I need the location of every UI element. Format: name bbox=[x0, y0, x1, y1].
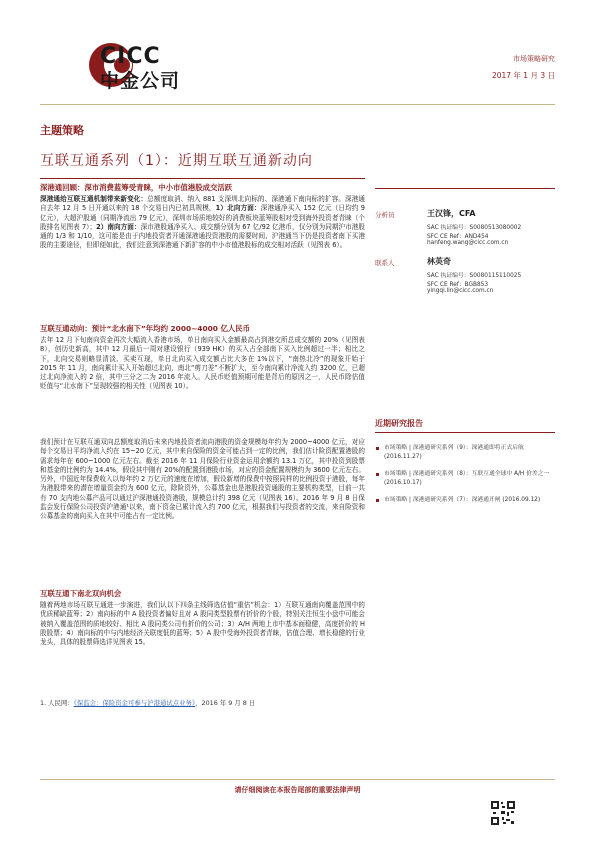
recent-reports-heading: 近期研究报告 bbox=[375, 419, 423, 428]
paragraph-flow-forecast: 我们预计在互联互通双向总额度取消后未来内地投资者流向港股的资金规模每年约为 2000~4000 亿元，对应每个交易日平均净流入约在 15~20 亿元，其中来自保险的资金可能占到一定的比例，我们估计险资配置港股的需求每年在 600~1000 亿元左右。截至 2016 年 11 月保险行业资金运用余额约 13.1 万亿，其中投资到股票和基金的比例约为 14.4%，假设其中刚有 20%的配置到港股市场，对应的资金配置规模约为 3600 亿元左右。另外，中国近年保费收入以每年约 2 万亿元的速度在增加，假设新增的保费中按照同样的比例投资于港股，每年为港股带来的潜在增量资金约为 600 亿元，除险资外，公募基金也是港股投资通股的主要机构类型，目前一共有 70 支内地公募产品可以通过沪深港通投资港股，规模总计约 398 亿元（见图表 16）。2016 年 9 月 8 日保监会发行保险公司投资沪港通¹以来，南下资金已累计流入约 700 亿元，根据我们与投资者的交流，来自险资和公募基金的南向买入在其中可能占有一定比例。 bbox=[40, 438, 365, 521]
analyst-sfc-ref: SFC CE Ref：BGB853 bbox=[427, 282, 489, 288]
recent-report-item[interactable]: 市场策略 | 深港通研究系列（9）：深港通即将正式启航 (2016.11.27) bbox=[384, 444, 554, 461]
analyst-license: SAC 执证编号：S0080115110025 bbox=[427, 273, 522, 279]
paragraph-text: 深市港股通净买入、成交额分别为 67 亿/92 亿港币，仅分别为同期沪市港股通的 1/3 和 1/10，这可能是由于内地投资者开通深港通投资港股的需要时间、沪港通当下仍是投资者南下买港股的主要途径，但即便如此，我们注意到深港通下新扩容的中小市值港股标的成交相对活跃（见图表 6）。 bbox=[40, 222, 366, 250]
analyst-license: SAC 执证编号：S0080513080002 bbox=[427, 225, 522, 231]
footer-divider bbox=[40, 779, 555, 780]
paragraph-southbound-flows: 去年 12 月下旬南向资金再次大幅流入香港市场，单日南向买入金额最高占到港交所总成交额的 20%（见图表 8），创历史新高，其中 12 月最后一周对建设银行（939 HK）的买入占全部南下买入比例超过一半；相比之下，北向交易则略显清淡、买卖互现，单日北向买入成交额占比大多在 1%以下，“南热北冷”的现象开始于 2015 年 11 月，南向累计买入开始超过北向，南北“剪刀差”不断扩大，至今南向累计净流入约 3200 亿，已超过北向净流入的 2 倍，其中三分之二为 2016 年流入。人民币贬值预期可能是背后的原因之一，人民币除估值贬值与“北水南下”呈现较强的相关性（见图表 10）。 bbox=[40, 336, 365, 391]
paragraph-lead: 深港通给互联互通机制带来新变化： bbox=[40, 195, 148, 203]
analyst-panel bbox=[375, 188, 555, 298]
recent-report-item[interactable]: 市场策略 | 深港通研究系列（7）：深港通开闸 (2016.09.12) bbox=[384, 496, 554, 505]
paragraph-shenzhen-connect bbox=[40, 195, 365, 251]
brand-name-en: CICC bbox=[100, 44, 161, 69]
brand-name-cn: 中金公司 bbox=[100, 70, 181, 92]
main-content bbox=[40, 178, 365, 833]
section-label: 主题策略 bbox=[40, 124, 84, 137]
report-category: 市场策略研究 bbox=[513, 55, 555, 63]
analyst-name: 王汉锋，CFA bbox=[427, 209, 476, 218]
analyst-sfc-ref: SFC CE Ref：AND454 bbox=[427, 234, 489, 240]
header-divider bbox=[40, 104, 555, 105]
summary-heading: 深港通回顾：深市消费蓝筹受青睐，中小市值港股成交活跃 bbox=[40, 183, 233, 192]
footnote-suffix: ，2016 年 9 月 8 日 bbox=[195, 699, 256, 707]
analyst-email[interactable]: hanfeng.wang@cicc.com.cn bbox=[427, 240, 509, 246]
recent-reports-divider bbox=[375, 432, 555, 433]
footnote-link[interactable]: 《保监会：保险资金可参与沪港通试点业务》 bbox=[73, 699, 196, 707]
report-date: 2017 年 1 月 3 日 bbox=[491, 71, 555, 80]
paragraph-text: 深港通净买入 152 亿元（日均约 9 亿元），大超沪股通（同期净流出 79 亿元），深圳市场质地较好的消费板块蓝筹股相对受到海外投资者青睐（个股排名见图表 7）； bbox=[40, 204, 365, 231]
footnote-prefix: 1. 人民网： bbox=[40, 699, 74, 707]
paragraph-text: 总额度取消、纳入 881 支深圳北向标的、深港通下南向标的扩容。深港通自去年 12 月 5 日开通以来的 18 个交易日内已初具规模， bbox=[40, 195, 365, 213]
analyst-role-label: 联系人 bbox=[375, 259, 395, 267]
footnote bbox=[40, 698, 255, 707]
connect-trends-heading: 互联互通动向：预计“北水南下”年均约 2000~4000 亿人民币 bbox=[40, 324, 251, 333]
paragraph-lead: 2）南向方面： bbox=[96, 222, 141, 231]
opportunities-heading: 互联互通下南北双向机会 bbox=[40, 589, 122, 598]
page-title: 互联互通系列（1）：近期互联互通新动向 bbox=[40, 153, 313, 169]
recent-report-item[interactable]: 市场策略 | 深港通研究系列（8）：互联互通全球中 A/H 价差之一 (2016.10.17) bbox=[384, 470, 554, 487]
analyst-email[interactable]: yingqi.lin@cicc.com.cn bbox=[427, 288, 494, 294]
analyst-role-label: 分析员 bbox=[375, 211, 395, 219]
analyst-name: 林英奇 bbox=[427, 257, 451, 266]
paragraph-lead: 1）北向方面： bbox=[215, 204, 261, 213]
qr-code-icon bbox=[490, 800, 516, 826]
paragraph-opportunities: 随着两地市场互联互通进一步演进，我们认以下四条主线筛选估值“重估”机会：1）互联互通南向覆盖范围中的优质稀缺蓝筹；2）南向标的中 A 股投资者偏好且对 A 股同类型股票有折价的个股，特别关注恒生小盘中可能会被纳入覆盖范围的质地较好、相比 A 股同类公司有折价的公司；3）A/H 两地上市中基本面稳健，高度折价的 H 股股票；4）南向标的中与内地经济关联度低的蓝筹；5）A 股中受海外投资者青睐，估值合理、增长稳健的行业龙头，具体的股票筛选详见图表 15。 bbox=[40, 601, 365, 647]
section-divider bbox=[40, 178, 365, 179]
legal-disclaimer: 请仔细阅读在本报告尾部的重要法律声明 bbox=[234, 786, 361, 794]
